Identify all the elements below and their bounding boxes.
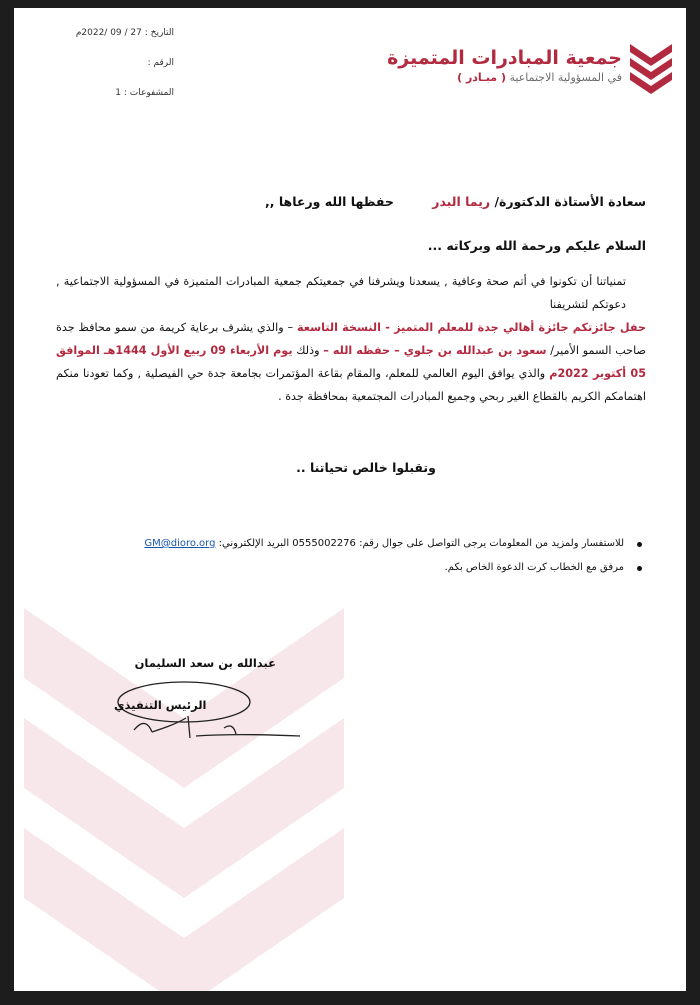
- salutation-prefix: سعادة الأستاذة الدكتورة/: [494, 194, 646, 209]
- closing-line: وتقبلوا خالص تحياتنا ..: [296, 460, 436, 475]
- signatory-name: عبدالله بن سعد السليمان: [134, 656, 276, 670]
- letter-reference: الرقم :: [147, 58, 174, 68]
- letter-meta: [34, 26, 174, 116]
- organization-subtitle-prefix: في المسؤولية الاجتماعية: [509, 71, 622, 84]
- contact-text: للاستفسار ولمزيد من المعلومات يرجى التواصل على جوال رقم: 0555002276 البريد الإلكتروني:: [218, 538, 624, 549]
- para-part-4: والذي يوافق اليوم العالمي للمعلم، والمقام بقاعة المؤتمرات بجامعة جدة حي الفيصلية , وكما تعودنا منكم اهتمامكم الكريم بالقطاع الغير ربحي وجميع المبادرات المجتمعية بمحافظة جدة .: [56, 367, 646, 403]
- salutation-blessing: حفظها الله ورعاها ,,: [265, 194, 394, 209]
- notes-list: [46, 536, 646, 584]
- greeting: السلام عليكم ورحمة الله وبركاته ...: [427, 238, 646, 253]
- organization-brand: ( مبـادر ): [457, 71, 506, 84]
- watermark-logo: [14, 568, 344, 991]
- letter-date: التاريخ : 27 / 09 /2022م: [75, 28, 174, 38]
- bullet-icon: [637, 566, 642, 571]
- logo-mark-icon: [628, 38, 674, 98]
- bullet-icon: [637, 542, 642, 547]
- para-part-1: تمنياتنا أن تكونوا في أتم صحة وعافية , يسعدنا ويشرفنا في جمعيتكم جمعية المبادرات المتميزة في المسؤولية الاجتماعية , دعوتكم لتشريفنا: [56, 275, 626, 311]
- para-part-2: – والذي يشرف برعاية كريمة من سمو محافظ جدة صاحب السمو الأمير/: [56, 321, 647, 357]
- salutation: [56, 194, 646, 209]
- list-item-attachment: [46, 560, 646, 584]
- organization-subtitle: [387, 70, 622, 86]
- organization-name: جمعية المبادرات المتميزة: [387, 47, 622, 69]
- letter-attachments: المشفوعات : 1: [115, 88, 174, 98]
- attachment-note: مرفق مع الخطاب كرت الدعوة الخاص بكم.: [444, 562, 624, 573]
- recipient-name: ريما البدر: [432, 194, 491, 209]
- list-item-contact: [46, 536, 646, 560]
- organization-logo: [387, 38, 674, 108]
- patron-name: سعود بن عبدالله بن جلوي – حفظه الله –: [323, 344, 547, 357]
- event-name: حفل جائزتكم جائزة أهالي جدة للمعلم المتميز - النسخة التاسعة: [297, 321, 646, 334]
- event-date: يوم الأربعاء 09 ربيع الأول 1444هـ الموافق 05 أكتوبر 2022م: [56, 344, 646, 380]
- signatory-title: الرئيس التنفيذي: [114, 698, 207, 712]
- email-link[interactable]: GM@dioro.org: [144, 538, 216, 549]
- invitation-paragraph: [56, 270, 646, 408]
- para-part-3: وذلك: [296, 344, 320, 357]
- letter-page: [14, 8, 686, 991]
